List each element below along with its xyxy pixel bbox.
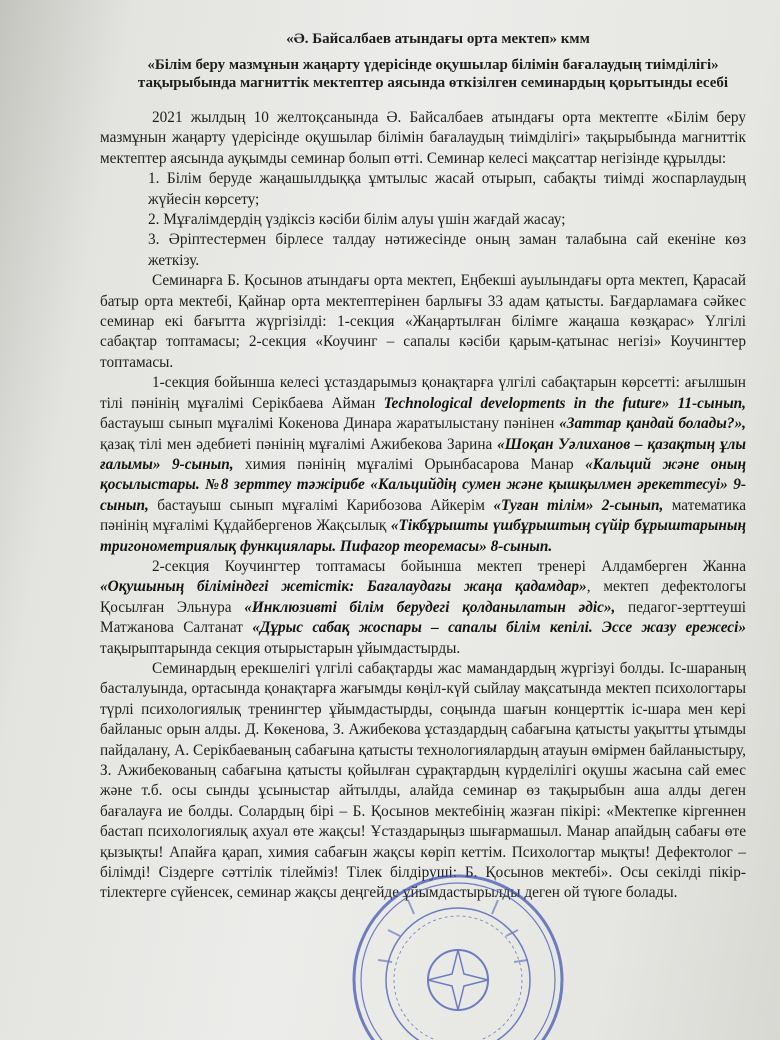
section1-paragraph bbox=[100, 373, 746, 557]
text-run: педагог-зерттеуші Матжанова Салтанат bbox=[100, 598, 746, 637]
session-title: «Дұрыс сабақ жоспары – сапалы білім кепілі. Эссе жазу ережесі» bbox=[252, 619, 746, 637]
lesson-grade: 11-сынып, bbox=[669, 394, 747, 412]
goal-item: 1. Білім беруде жаңашылдыққа ұмтылыс жасай отырып, сабақты тиімді жоспарлаудың жүйесін көрсету; bbox=[148, 170, 746, 208]
lesson-title: «Туған тілім» 2-сынып, bbox=[493, 496, 664, 514]
organization-title: «Ә. Байсалбаев атындағы орта мектеп» кмм bbox=[286, 31, 590, 47]
lesson-title: «Тікбұрышты үшбұрыштың сүйір бұрыштарының тригонометриялық функциялары. Пифагор теоремасы» 8-сынып. bbox=[100, 517, 746, 555]
lesson-title: Technological developments in the future» bbox=[383, 394, 670, 412]
goal-item: 2. Мұғалімдердің үздіксіз кәсіби білім алуы үшін жағдай жасау; bbox=[148, 211, 566, 229]
text-run: 2-секция Коучингтер топтамасы бойынша мектеп тренері Алдамберген Жанна bbox=[152, 557, 746, 575]
goal-item: 3. Әріптестермен бірлесе талдау нәтижесінде оның заман талабына сай екеніне көз жеткізу. bbox=[148, 231, 746, 269]
summary-paragraph: Семинардың ерекшелігі үлгілі сабақтарды жас мамандардың жүргізуі болды. Іс-шараның басталуында, ортасында қонақтарға жағымды көңіл-күй сыйлау мақсатында мектеп психологтары түрлі психологиялық тренингтер ұйымдастырды, соңында шағын концерттік іс-шара мен кері байланыс орын алды. Д. Көкенова, З. Ажибекова ұстаздардың сабағына қатысты уақытты ұтымды пайдалану, А. Серікбаеваның сабағына қатысты технологиялардың атауын өмірмен байланыстыру, З. Ажибекованың сабағына қатысты қойылған сұрақтардың күрделілігі оқушы жасына сай емес және т.б. осы сынды ұсыныстар айтылды, алайда семинар өз тақырыбын аша алды деген бағалауға ие болды. Солардың бірі – Б. Қосынов мектебінің жазған пікірі: «Мектепке кіргеннен бастап психологиялық ахуал өте жақсы! Ұстаздарыңыз шығармашыл. Манар апайдың сабағы өте қызықты! Апайға қарап, химия сабағын жақсы көріп кеттім. Психологтар мықты! Дефектолог – білімді! Сіздерге сәттілік тілейміз! Тілек білдіруші: Б. Қосынов мектебі». Осы секілді пікір-тілектерге сүйенсек, семинар жақсы деңгейде ұйымдастырылды деген ой түюге болады. bbox=[100, 659, 746, 902]
text-run: химия пәнінің мұғалімі Орынбасарова Манар bbox=[233, 455, 586, 473]
session-title: «Инклюзивті білім берудегі қолданылатын әдіс», bbox=[244, 598, 616, 616]
lesson-title: «Шоқан Уәлиханов – қазақтың ұлы ғалымы» 9-сынып, bbox=[100, 435, 746, 473]
lesson-title: «Заттар қандай болады?», bbox=[559, 415, 746, 433]
section2-paragraph bbox=[100, 557, 746, 659]
text-run: математика пәнінің мұғалімі Құдайбергенов Жақсылық bbox=[100, 496, 746, 535]
lesson-title: «Кальций және оның қосылыстары. №8 зерттеу тәжірибе «Кальцийдің сумен және қышқылмен әрекеттесуі» 9-сынып, bbox=[100, 455, 746, 514]
text-run: , мектеп дефектологы Қосылған Эльнура bbox=[100, 578, 746, 616]
text-run: қазақ тілі мен әдебиеті пәнінің мұғалімі Ажибекова Зарина bbox=[100, 435, 498, 453]
document-title: «Білім беру мазмұнын жаңарту үдерісінде оқушылар білімін бағалаудың тиімділігі» тақырыбында магниттік мектептер аясында өткізілген семинардың қорытынды есебі bbox=[137, 57, 729, 91]
text-run: 1-секция бойынша келесі ұстаздарымыз қонақтарға үлгілі сабақтарын көрсетті: ағылшын тілі пәнінің мұғалімі Серікбаева Айман bbox=[100, 374, 746, 412]
intro-paragraph: 2021 жылдың 10 желтоқсанында Ә. Байсалбаев атындағы орта мектепте «Білім беру мазмұнын жаңарту үдерісінде оқушылар білімін бағалаудың тиімділігі» тақырыбында магниттік мектептер аясында ауқымды семинар болып өтті. Семинар келесі мақсаттар негізінде құрылды: bbox=[100, 109, 746, 167]
session-title: «Оқушының біліміндегі жетістік: Бағалаудағы жаңа қадамдар» bbox=[100, 578, 587, 596]
participants-paragraph: Семинарға Б. Қосынов атындағы орта мектеп, Еңбекші ауылындағы орта мектеп, Қарасай батыр орта мектебі, Қайнар орта мектептерінен барлығы 33 адам қатысты. Бағдарламаға сәйкес семинар екі бағытта жүргізілді: 1-секция «Жаңартылған білімге жаңаша көзқарас» Үлгілі сабақтар топтамасы; 2-секция «Коучинг – сапалы кәсіби қарым-қатынас негізі» Коучингтер топтамасы. bbox=[100, 272, 746, 371]
text-run: бастауыш сынып мұғалімі Карибозова Айкерім bbox=[148, 496, 494, 514]
text-run: тақырыптарында секция отырыстарын ұйымдастырды. bbox=[100, 639, 461, 657]
text-run: бастауыш сынып мұғалімі Кокенова Динара жаратылыстану пәнінен bbox=[100, 415, 560, 433]
